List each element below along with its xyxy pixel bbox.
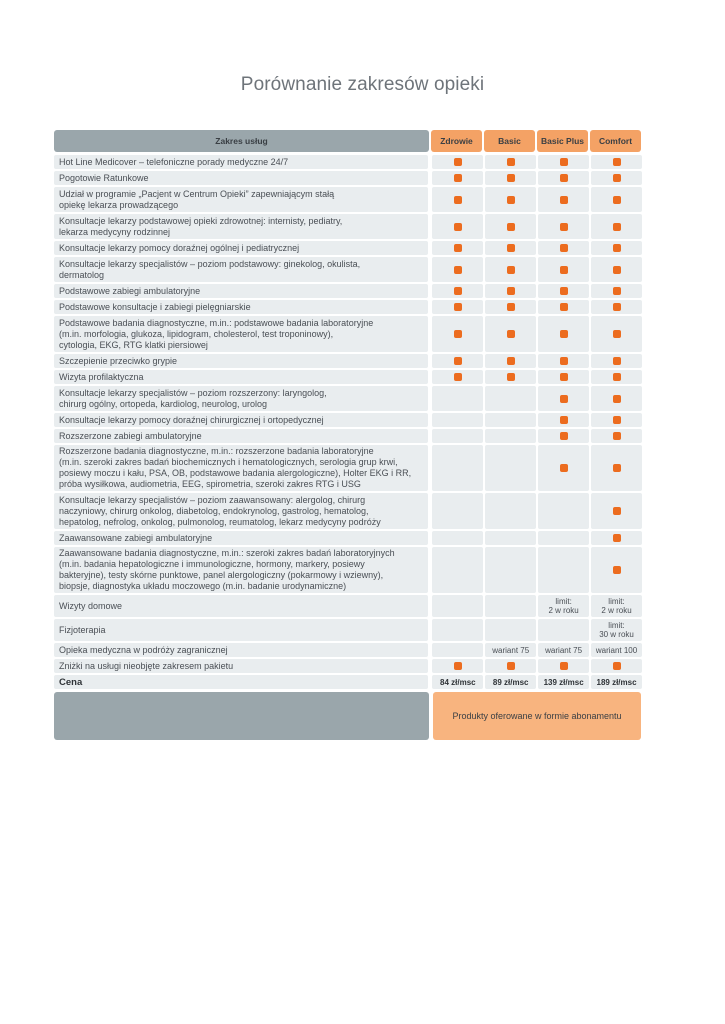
service-label: Zaawansowane zabiegi ambulatoryjne: [54, 531, 428, 545]
cell-basic-plus: [538, 386, 589, 411]
cell-basic: [485, 171, 536, 185]
cell-comfort: [591, 413, 642, 427]
included-marker-icon: [560, 373, 568, 381]
cell-comfort: [591, 595, 642, 617]
cell-zdrowie: [432, 493, 483, 529]
cell-basic: [485, 619, 536, 641]
cell-zdrowie: [432, 155, 483, 169]
cell-zdrowie: [432, 241, 483, 255]
cell-basic: [485, 284, 536, 298]
table-row: [54, 241, 642, 255]
cell-comfort: [591, 445, 642, 491]
included-marker-icon: [507, 373, 515, 381]
included-marker-icon: [613, 174, 621, 182]
included-marker-icon: [507, 244, 515, 252]
cell-comfort: [591, 300, 642, 314]
table-row: [54, 187, 642, 212]
cell-zdrowie: [432, 316, 483, 352]
included-marker-icon: [454, 373, 462, 381]
service-label: Wizyty domowe: [54, 595, 428, 617]
cell-comfort: [591, 354, 642, 368]
cell-basic: [485, 214, 536, 239]
cell-zdrowie: [432, 257, 483, 282]
included-marker-icon: [613, 244, 621, 252]
included-marker-icon: [613, 287, 621, 295]
table-row: [54, 493, 642, 529]
included-marker-icon: [454, 223, 462, 231]
price-zdrowie: 84 zł/msc: [432, 675, 483, 689]
cell-basic: [485, 445, 536, 491]
table-row: [54, 316, 642, 352]
cell-basic-plus: [538, 643, 589, 657]
included-marker-icon: [560, 464, 568, 472]
service-label: Konsultacje lekarzy podstawowej opieki zdrowotnej: internisty, pediatry, lekarza medycyny rodzinnej: [54, 214, 428, 239]
table-row: [54, 643, 642, 657]
cell-text: wariant 75: [545, 645, 583, 655]
cell-basic: [485, 413, 536, 427]
cell-text: limit: 2 w roku: [601, 597, 632, 615]
service-label: Podstawowe zabiegi ambulatoryjne: [54, 284, 428, 298]
included-marker-icon: [613, 223, 621, 231]
included-marker-icon: [560, 662, 568, 670]
cell-zdrowie: [432, 595, 483, 617]
table-row: [54, 214, 642, 239]
included-marker-icon: [560, 223, 568, 231]
cell-basic-plus: [538, 370, 589, 384]
included-marker-icon: [454, 330, 462, 338]
included-marker-icon: [507, 662, 515, 670]
cell-basic-plus: [538, 413, 589, 427]
table-row: [54, 155, 642, 169]
table-row: [54, 445, 642, 491]
table-footer: [54, 692, 642, 740]
included-marker-icon: [560, 287, 568, 295]
service-label: Pogotowie Ratunkowe: [54, 171, 428, 185]
cell-basic: [485, 429, 536, 443]
included-marker-icon: [454, 303, 462, 311]
cell-zdrowie: [432, 531, 483, 545]
service-label: Szczepienie przeciwko grypie: [54, 354, 428, 368]
cell-comfort: [591, 257, 642, 282]
included-marker-icon: [560, 395, 568, 403]
cell-basic: [485, 386, 536, 411]
cell-zdrowie: [432, 214, 483, 239]
included-marker-icon: [613, 303, 621, 311]
included-marker-icon: [507, 357, 515, 365]
price-basic: 89 zł/msc: [485, 675, 536, 689]
plan-header-comfort: Comfort: [590, 130, 641, 152]
price-comfort: 189 zł/msc: [591, 675, 642, 689]
included-marker-icon: [613, 196, 621, 204]
table-row: [54, 531, 642, 545]
cell-basic-plus: [538, 354, 589, 368]
cell-basic-plus: [538, 547, 589, 593]
cell-basic: [485, 659, 536, 673]
cell-zdrowie: [432, 284, 483, 298]
cell-comfort: [591, 619, 642, 641]
page-title: Porównanie zakresów opieki: [240, 74, 485, 95]
cell-basic: [485, 370, 536, 384]
included-marker-icon: [454, 287, 462, 295]
cell-basic: [485, 493, 536, 529]
price-basic-plus: 139 zł/msc: [538, 675, 589, 689]
table-row: [54, 429, 642, 443]
cell-basic-plus: [538, 187, 589, 212]
service-label: Konsultacje lekarzy specjalistów – poziom podstawowy: ginekolog, okulista, dermatolog: [54, 257, 428, 282]
cell-zdrowie: [432, 413, 483, 427]
table-row: [54, 171, 642, 185]
included-marker-icon: [507, 223, 515, 231]
included-marker-icon: [454, 174, 462, 182]
cell-basic-plus: [538, 493, 589, 529]
cell-basic-plus: [538, 595, 589, 617]
cell-comfort: [591, 659, 642, 673]
cell-comfort: [591, 171, 642, 185]
service-label: Podstawowe badania diagnostyczne, m.in.: podstawowe badania laboratoryjne (m.in. morfologia, glukoza, lipidogram, cholesterol, test troponinowy), cytologia, EKG, RTG klatki piersiowej: [54, 316, 428, 352]
cell-basic: [485, 531, 536, 545]
included-marker-icon: [454, 357, 462, 365]
cell-zdrowie: [432, 386, 483, 411]
table-row: [54, 413, 642, 427]
cell-basic-plus: [538, 531, 589, 545]
cell-basic-plus: [538, 155, 589, 169]
cell-comfort: [591, 316, 642, 352]
cell-basic-plus: [538, 284, 589, 298]
cell-basic-plus: [538, 257, 589, 282]
cell-zdrowie: [432, 643, 483, 657]
table-row: [54, 257, 642, 282]
included-marker-icon: [560, 158, 568, 166]
table-row: [54, 354, 642, 368]
table-row: [54, 659, 642, 673]
subscription-note: Produkty oferowane w formie abonamentu: [433, 692, 641, 740]
table-header: [54, 130, 642, 152]
included-marker-icon: [613, 373, 621, 381]
included-marker-icon: [613, 432, 621, 440]
cell-zdrowie: [432, 659, 483, 673]
cell-basic: [485, 257, 536, 282]
cell-comfort: [591, 493, 642, 529]
table-row: [54, 386, 642, 411]
service-label: Zniżki na usługi nieobjęte zakresem pakietu: [54, 659, 428, 673]
plan-header-basic-plus: Basic Plus: [537, 130, 588, 152]
included-marker-icon: [560, 330, 568, 338]
table-row: [54, 284, 642, 298]
table-body: [54, 155, 642, 673]
cell-zdrowie: [432, 300, 483, 314]
included-marker-icon: [507, 287, 515, 295]
cell-zdrowie: [432, 370, 483, 384]
cell-basic-plus: [538, 316, 589, 352]
cell-zdrowie: [432, 445, 483, 491]
included-marker-icon: [613, 507, 621, 515]
included-marker-icon: [613, 566, 621, 574]
cell-basic-plus: [538, 214, 589, 239]
cell-zdrowie: [432, 354, 483, 368]
cell-basic: [485, 187, 536, 212]
service-label: Zaawansowane badania diagnostyczne, m.in.: szeroki zakres badań laboratoryjnych (m.in. badania hepatologiczne i immunologiczne, hormony, markery, posiewy bakteryjne), testy skórne punktowe, panel alergologiczny (pokarmowy i wziewny), biopsje, diagnostyka układu moczowego (m.in. badanie urodynamiczne): [54, 547, 428, 593]
service-label: Podstawowe konsultacje i zabiegi pielęgniarskie: [54, 300, 428, 314]
cell-comfort: [591, 187, 642, 212]
table-row: [54, 370, 642, 384]
service-label: Konsultacje lekarzy pomocy doraźnej chirurgicznej i ortopedycznej: [54, 413, 428, 427]
price-label: Cena: [54, 675, 428, 689]
cell-comfort: [591, 241, 642, 255]
cell-comfort: [591, 547, 642, 593]
included-marker-icon: [613, 158, 621, 166]
included-marker-icon: [507, 158, 515, 166]
cell-basic: [485, 547, 536, 593]
cell-comfort: [591, 370, 642, 384]
cell-comfort: [591, 429, 642, 443]
cell-text: wariant 100: [595, 645, 638, 655]
cell-basic-plus: [538, 171, 589, 185]
included-marker-icon: [560, 174, 568, 182]
included-marker-icon: [560, 266, 568, 274]
included-marker-icon: [613, 395, 621, 403]
cell-basic: [485, 300, 536, 314]
service-label: Konsultacje lekarzy specjalistów – poziom rozszerzony: laryngolog, chirurg ogólny, ortopeda, kardiolog, neurolog, urolog: [54, 386, 428, 411]
cell-zdrowie: [432, 619, 483, 641]
included-marker-icon: [613, 266, 621, 274]
cell-text: limit: 2 w roku: [548, 597, 579, 615]
service-label: Rozszerzone zabiegi ambulatoryjne: [54, 429, 428, 443]
cell-zdrowie: [432, 171, 483, 185]
included-marker-icon: [507, 330, 515, 338]
table-row: [54, 300, 642, 314]
included-marker-icon: [560, 416, 568, 424]
cell-comfort: [591, 214, 642, 239]
cell-basic-plus: [538, 445, 589, 491]
cell-basic: [485, 316, 536, 352]
cell-zdrowie: [432, 429, 483, 443]
included-marker-icon: [507, 174, 515, 182]
plan-header-zdrowie: Zdrowie: [431, 130, 482, 152]
comparison-table: [54, 130, 642, 740]
cell-text: wariant 75: [492, 645, 530, 655]
cell-basic: [485, 354, 536, 368]
cell-basic: [485, 155, 536, 169]
table-row: [54, 619, 642, 641]
included-marker-icon: [560, 432, 568, 440]
included-marker-icon: [454, 158, 462, 166]
included-marker-icon: [454, 266, 462, 274]
cell-text: limit: 30 w roku: [599, 621, 634, 639]
plan-header-basic: Basic: [484, 130, 535, 152]
price-row: [54, 675, 642, 689]
included-marker-icon: [613, 662, 621, 670]
service-column-header: Zakres usług: [54, 130, 429, 152]
table-row: [54, 595, 642, 617]
cell-zdrowie: [432, 547, 483, 593]
included-marker-icon: [454, 244, 462, 252]
table-row: [54, 547, 642, 593]
included-marker-icon: [560, 244, 568, 252]
cell-comfort: [591, 531, 642, 545]
cell-basic-plus: [538, 300, 589, 314]
service-label: Fizjoterapia: [54, 619, 428, 641]
included-marker-icon: [613, 534, 621, 542]
cell-comfort: [591, 155, 642, 169]
cell-basic-plus: [538, 429, 589, 443]
cell-comfort: [591, 643, 642, 657]
service-label: Wizyta profilaktyczna: [54, 370, 428, 384]
service-label: Konsultacje lekarzy specjalistów – poziom zaawansowany: alergolog, chirurg naczyniowy, chirurg onkolog, diabetolog, endokrynolog, gastrolog, hematolog, hepatolog, nefrolog, onkolog, pulmonolog, reumatolog, lekarz medycyny podróży: [54, 493, 428, 529]
cell-zdrowie: [432, 187, 483, 212]
cell-basic-plus: [538, 241, 589, 255]
service-label: Udział w programie „Pacjent w Centrum Opieki” zapewniającym stałą opiekę lekarza prowadzącego: [54, 187, 428, 212]
cell-basic-plus: [538, 659, 589, 673]
included-marker-icon: [507, 303, 515, 311]
cell-basic: [485, 595, 536, 617]
cell-basic-plus: [538, 619, 589, 641]
included-marker-icon: [560, 357, 568, 365]
included-marker-icon: [454, 662, 462, 670]
included-marker-icon: [613, 416, 621, 424]
cell-basic: [485, 241, 536, 255]
included-marker-icon: [507, 266, 515, 274]
cell-comfort: [591, 284, 642, 298]
service-label: Konsultacje lekarzy pomocy doraźnej ogólnej i pediatrycznej: [54, 241, 428, 255]
service-label: Rozszerzone badania diagnostyczne, m.in.: rozszerzone badania laboratoryjne (m.in. szeroki zakres badań biochemicznych i hematologicznych, serologia grup krwi, posiewy moczu i kału, PSA, OB, podstawowe badania alergologiczne), Holter EKG i RR, próba wysiłkowa, audiometria, EEG, spirometria, szeroki zakres RTG i USG: [54, 445, 428, 491]
included-marker-icon: [560, 303, 568, 311]
service-label: Opieka medyczna w podróży zagranicznej: [54, 643, 428, 657]
cell-comfort: [591, 386, 642, 411]
included-marker-icon: [454, 196, 462, 204]
footer-gray-block: [54, 692, 429, 740]
included-marker-icon: [613, 464, 621, 472]
included-marker-icon: [560, 196, 568, 204]
included-marker-icon: [613, 357, 621, 365]
service-label: Hot Line Medicover – telefoniczne porady medyczne 24/7: [54, 155, 428, 169]
cell-basic: [485, 643, 536, 657]
included-marker-icon: [613, 330, 621, 338]
included-marker-icon: [507, 196, 515, 204]
